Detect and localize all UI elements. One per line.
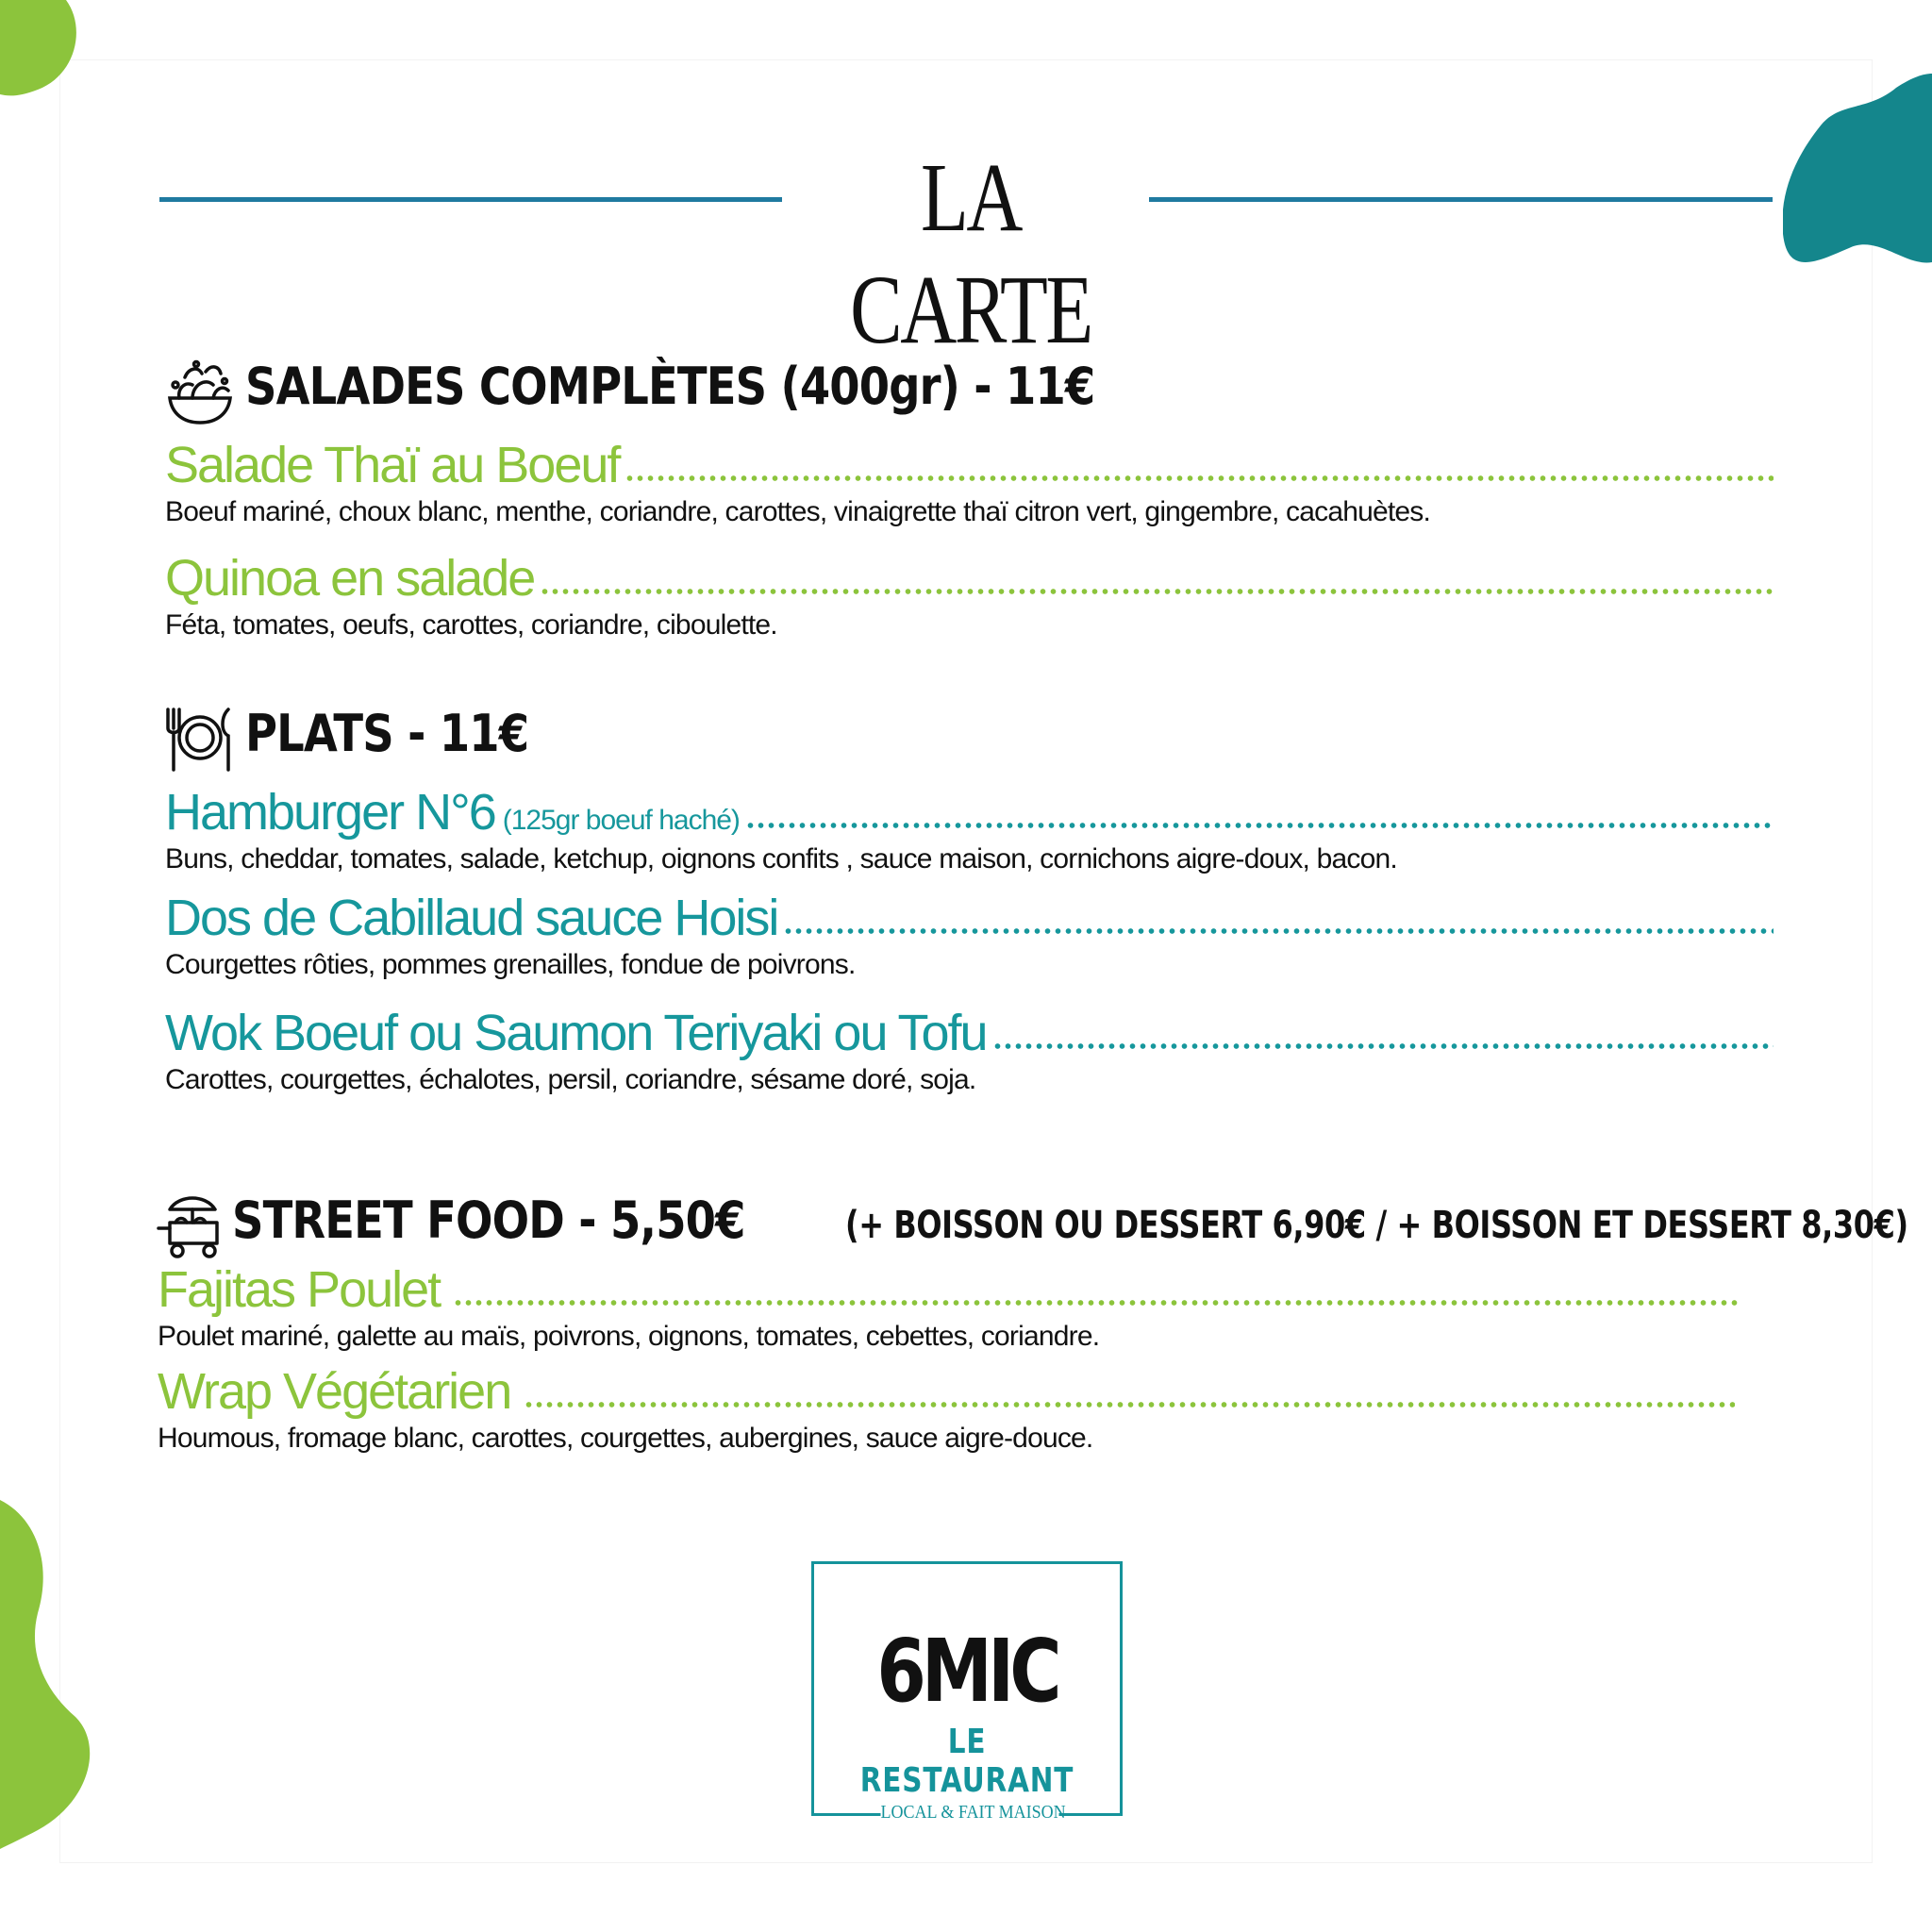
plate-cutlery-icon <box>164 704 236 775</box>
restaurant-logo <box>811 1561 1123 1823</box>
item-name: Hamburger N°6 <box>165 784 495 841</box>
section-title-street: STREET FOOD - 5,50€ <box>232 1191 745 1250</box>
section-street-head <box>157 1191 1932 1262</box>
page-title: LA CARTE <box>850 143 1091 364</box>
item-description: Poulet mariné, galette au maïs, poivrons, oignons, tomates, cebettes, coriandre. <box>158 1321 1100 1352</box>
food-cart-icon <box>157 1191 228 1262</box>
dotted-leader <box>783 927 1774 935</box>
item-description: Boeuf mariné, choux blanc, menthe, coriandre, carottes, vinaigrette thaï citron vert, gingembre, cacahuètes. <box>165 496 1431 527</box>
title-rule-left <box>159 197 782 202</box>
menu-item-cabillaud <box>165 889 1774 981</box>
item-description: Féta, tomates, oeufs, carottes, coriandre, ciboulette. <box>165 609 777 641</box>
menu-item-wok <box>165 1004 1774 1096</box>
dotted-leader <box>540 588 1774 595</box>
item-name: Dos de Cabillaud sauce Hoisi <box>165 890 778 946</box>
section-subtitle-street: (+ BOISSON OU DESSERT 6,90€ / + BOISSON ET DESSERT 8,30€) <box>845 1204 1908 1247</box>
dotted-leader <box>453 1299 1738 1307</box>
logo-subtitle: LE RESTAURANT <box>859 1723 1074 1800</box>
salad-bowl-icon <box>164 357 236 428</box>
logo-name: 6MIC <box>876 1621 1058 1722</box>
menu-item-hamburger <box>165 783 1774 875</box>
logo-tagline: LOCAL & FAIT MAISON <box>880 1802 1066 1823</box>
menu-item-salade-thai <box>165 436 1774 528</box>
item-name: Wrap Végétarien <box>158 1363 511 1420</box>
item-name: Wok Boeuf ou Saumon Teriyaki ou Tofu <box>165 1005 987 1061</box>
item-note: (125gr boeuf haché) <box>502 805 740 836</box>
section-title-plats: PLATS - 11€ <box>245 704 529 763</box>
menu-item-quinoa <box>165 549 1774 641</box>
dotted-leader <box>745 822 1774 829</box>
item-description: Courgettes rôties, pommes grenailles, fondue de poivrons. <box>165 949 856 980</box>
section-title-salades: SALADES COMPLÈTES (400gr) - 11€ <box>245 357 1095 416</box>
item-description: Carottes, courgettes, échalotes, persil, coriandre, sésame doré, soja. <box>165 1064 976 1095</box>
item-description: Buns, cheddar, tomates, salade, ketchup, oignons confits , sauce maison, cornichons aigre-doux, bacon. <box>165 843 1397 874</box>
menu-item-fajitas <box>158 1260 1738 1353</box>
dotted-leader <box>524 1401 1735 1408</box>
section-salades-head <box>164 357 1233 428</box>
section-plats-head <box>164 704 575 775</box>
item-description: Houmous, fromage blanc, carottes, courgettes, aubergines, sauce aigre-douce. <box>158 1423 1093 1454</box>
item-name: Quinoa en salade <box>165 550 535 607</box>
item-name: Fajitas Poulet <box>158 1261 441 1318</box>
teal-blob-top-right <box>1783 74 1932 272</box>
item-name: Salade Thaï au Boeuf <box>165 437 620 493</box>
green-blob-bottom-left <box>0 1500 94 1849</box>
menu-item-wrap <box>158 1362 1735 1455</box>
dotted-leader <box>992 1042 1774 1050</box>
dotted-leader <box>625 475 1774 482</box>
title-row <box>159 142 1773 364</box>
green-blob-top-left <box>0 0 85 104</box>
title-rule-right <box>1149 197 1773 202</box>
